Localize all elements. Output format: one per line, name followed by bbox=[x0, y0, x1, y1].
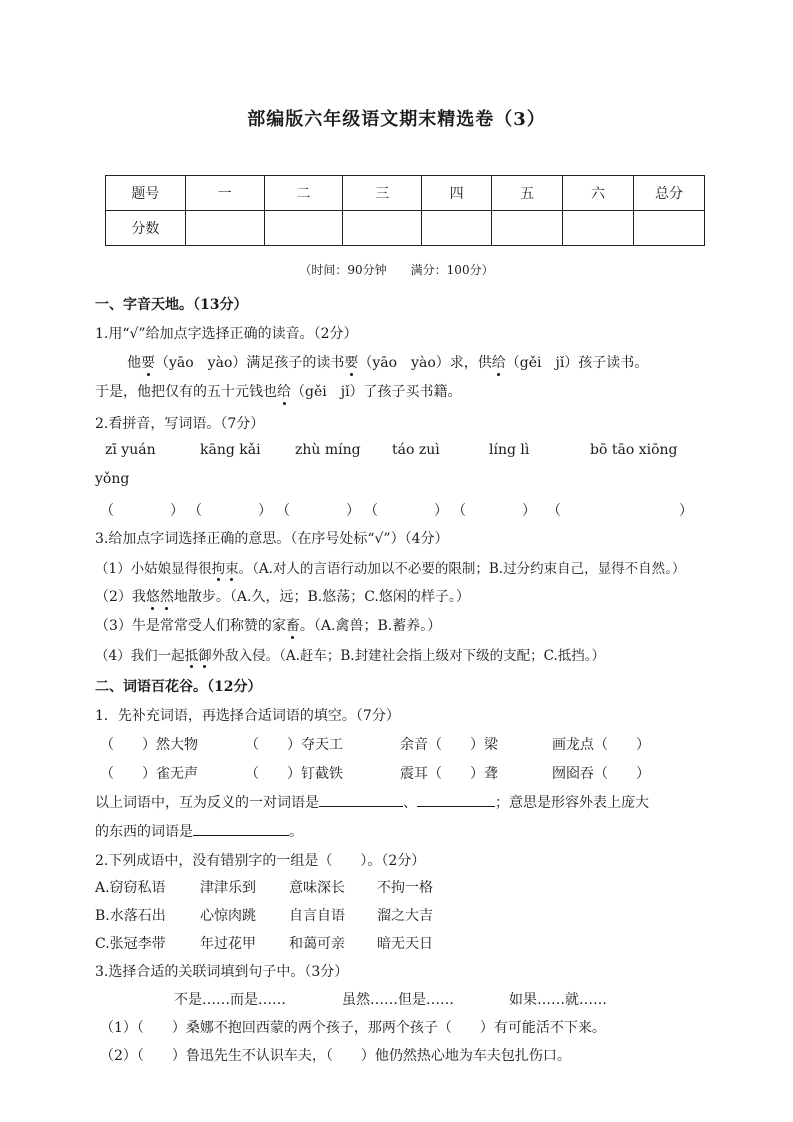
question-2-1-fill-line-2 bbox=[95, 821, 303, 841]
table-cell: 题号 bbox=[106, 176, 186, 211]
idiom-item: （ ）钉截铁 bbox=[245, 766, 343, 782]
dotted-char: 然 bbox=[160, 586, 174, 606]
text: 。（A.对人的言语行动加以不必要的限制；B.过分约束自己，显得不自然。） bbox=[238, 561, 686, 577]
table-cell: 六 bbox=[563, 176, 634, 211]
text: 。 bbox=[289, 824, 303, 840]
option-text: 年过花甲 bbox=[200, 936, 256, 952]
text: （2）我 bbox=[95, 589, 146, 605]
paren: （ bbox=[547, 503, 561, 519]
paren: ） bbox=[170, 503, 184, 519]
score-table-header-row bbox=[106, 176, 705, 211]
question-2-3-sentence-1: （1）（ ）桑娜不抱回西蒙的两个孩子，那两个孩子（ ）有可能活不下来。 bbox=[100, 1020, 606, 1036]
score-blank-cell[interactable] bbox=[185, 211, 264, 246]
text: ；意思是形容外表上庞大 bbox=[495, 795, 649, 811]
text: （4）我们一起 bbox=[95, 648, 185, 664]
text: 、 bbox=[403, 795, 417, 811]
paren: （ bbox=[364, 503, 378, 519]
table-cell: 五 bbox=[492, 176, 563, 211]
table-cell: 总分 bbox=[634, 176, 705, 211]
paren: （ bbox=[452, 503, 466, 519]
score-blank-cell[interactable] bbox=[343, 211, 422, 246]
pinyin-item: táo zuì bbox=[392, 442, 440, 458]
text: 他 bbox=[127, 355, 141, 371]
score-blank-cell[interactable] bbox=[634, 211, 705, 246]
pinyin-item: kāng kǎi bbox=[200, 442, 261, 458]
conjunction-item: 如果……就…… bbox=[509, 992, 607, 1008]
conjunction-item: 不是……而是…… bbox=[174, 992, 286, 1008]
score-table-score-row bbox=[106, 211, 705, 246]
dotted-char: 给 bbox=[492, 352, 506, 372]
table-cell: 一 bbox=[185, 176, 264, 211]
text: （gěi jǐ）孩子读书。 bbox=[505, 355, 649, 371]
question-1-1-line-1 bbox=[127, 352, 648, 372]
idiom-item: 余音（ ）梁 bbox=[400, 737, 498, 753]
dotted-char: 要 bbox=[344, 352, 358, 372]
question-1-3-item-4 bbox=[95, 644, 605, 664]
answer-blank[interactable] bbox=[193, 821, 289, 836]
conjunction-item: 虽然……但是…… bbox=[342, 992, 454, 1008]
idiom-item: 囫囵吞（ ） bbox=[552, 766, 650, 782]
score-blank-cell[interactable] bbox=[264, 211, 343, 246]
score-table bbox=[105, 175, 705, 246]
dotted-char: 束 bbox=[225, 557, 239, 577]
question-1-1-title: 1.用“√”给加点字选择正确的读音。（2分） bbox=[95, 326, 358, 342]
section-2-heading: 二、词语百花谷。（12分） bbox=[95, 679, 262, 695]
paren: ） bbox=[258, 503, 272, 519]
dotted-char: 拘 bbox=[212, 557, 226, 577]
idiom-item: 画龙点（ ） bbox=[552, 737, 650, 753]
dotted-char: 要 bbox=[141, 352, 155, 372]
option-text: 心惊肉跳 bbox=[200, 908, 256, 924]
question-2-3-title: 3.选择合适的关联词填到句子中。（3分） bbox=[95, 964, 349, 980]
dotted-char: 畜 bbox=[286, 615, 300, 635]
score-blank-cell[interactable] bbox=[422, 211, 492, 246]
text: 地散步。（A.久，远；B.悠荡；C.悠闲的样子。） bbox=[173, 589, 470, 605]
paren: （ bbox=[100, 503, 114, 519]
page-title: 部编版六年级语文期末精选卷（3） bbox=[247, 109, 546, 130]
table-cell: 三 bbox=[343, 176, 422, 211]
question-2-2-title: 2.下列成语中，没有错别字的一组是（ ）。（2分） bbox=[95, 853, 426, 869]
option-text: 自言自语 bbox=[289, 908, 345, 924]
option-text: 意味深长 bbox=[289, 880, 345, 896]
question-2-3-sentence-2: （2）（ ）鲁迅先生不认识车夫，（ ）他仍然热心地为车夫包扎伤口。 bbox=[100, 1048, 571, 1064]
text: 外敌入侵。（A.赶车；B.封建社会指上级对下级的支配；C.抵挡。） bbox=[211, 648, 605, 664]
text: 于是，他把仅有的五十元钱也 bbox=[95, 384, 277, 400]
text: （gěi jǐ）了孩子买书籍。 bbox=[291, 384, 462, 400]
answer-blank[interactable] bbox=[417, 792, 495, 807]
paren: （ bbox=[188, 503, 202, 519]
table-cell: 二 bbox=[264, 176, 343, 211]
option-text: 不拘一格 bbox=[377, 880, 433, 896]
table-cell: 四 bbox=[422, 176, 492, 211]
idiom-item: （ ）然大物 bbox=[100, 737, 198, 753]
text: （3）牛是常常受人们称赞的家 bbox=[95, 618, 286, 634]
answer-blank[interactable] bbox=[319, 792, 403, 807]
time-info: （时间：90分钟 满分：100分） bbox=[299, 263, 494, 277]
score-blank-cell[interactable] bbox=[563, 211, 634, 246]
question-2-1-fill-line-1 bbox=[95, 792, 649, 812]
pinyin-item: zhù míng bbox=[295, 442, 361, 458]
pinyin-item: bō tāo xiōng bbox=[590, 442, 678, 458]
question-1-3-item-2 bbox=[95, 586, 470, 606]
text: （yāo yào）满足孩子的读书 bbox=[155, 355, 345, 371]
text: （yāo yào）求，供 bbox=[358, 355, 492, 371]
dotted-char: 抵 bbox=[185, 644, 199, 664]
question-1-3-item-1 bbox=[95, 557, 685, 577]
paren: （ bbox=[276, 503, 290, 519]
section-1-heading: 一、字音天地。（13分） bbox=[95, 297, 248, 313]
pinyin-item: zī yuán bbox=[105, 442, 156, 458]
idiom-item: （ ）雀无声 bbox=[100, 766, 198, 782]
option-text: A.窃窃私语 bbox=[95, 880, 166, 896]
option-text: 和蔼可亲 bbox=[289, 936, 345, 952]
pinyin-item: líng lì bbox=[489, 442, 530, 458]
paren: ） bbox=[346, 503, 360, 519]
question-1-2-title: 2.看拼音，写词语。（7分） bbox=[95, 416, 265, 432]
dotted-char: 御 bbox=[198, 644, 212, 664]
text: 以上词语中，互为反义的一对词语是 bbox=[95, 795, 319, 811]
paren: ） bbox=[434, 503, 448, 519]
idiom-item: （ ）夺天工 bbox=[245, 737, 343, 753]
text: 。（A.禽兽；B.蓄养。） bbox=[299, 618, 442, 634]
option-text: B.水落石出 bbox=[95, 908, 166, 924]
option-text: 暗无天日 bbox=[377, 936, 433, 952]
score-blank-cell[interactable] bbox=[492, 211, 563, 246]
dotted-char: 悠 bbox=[146, 586, 160, 606]
paren: ） bbox=[522, 503, 536, 519]
option-text: 津津乐到 bbox=[200, 880, 256, 896]
idiom-item: 震耳（ ）聋 bbox=[400, 766, 498, 782]
table-cell: 分数 bbox=[106, 211, 186, 246]
option-text: C.张冠李带 bbox=[95, 936, 166, 952]
question-1-1-line-2 bbox=[95, 381, 462, 401]
dotted-char: 给 bbox=[277, 381, 291, 401]
pinyin-wrap: yǒng bbox=[95, 471, 130, 487]
paren: ） bbox=[679, 503, 693, 519]
option-text: 溜之大吉 bbox=[377, 908, 433, 924]
question-2-1-title: 1．先补充词语，再选择合适词语的填空。（7分） bbox=[95, 708, 400, 724]
question-1-3-title: 3.给加点字词选择正确的意思。（在序号处标“√”）（4分） bbox=[95, 531, 449, 547]
question-1-3-item-3 bbox=[95, 615, 441, 635]
text: （1）小姑娘显得很 bbox=[95, 561, 212, 577]
text: 的东西的词语是 bbox=[95, 824, 193, 840]
